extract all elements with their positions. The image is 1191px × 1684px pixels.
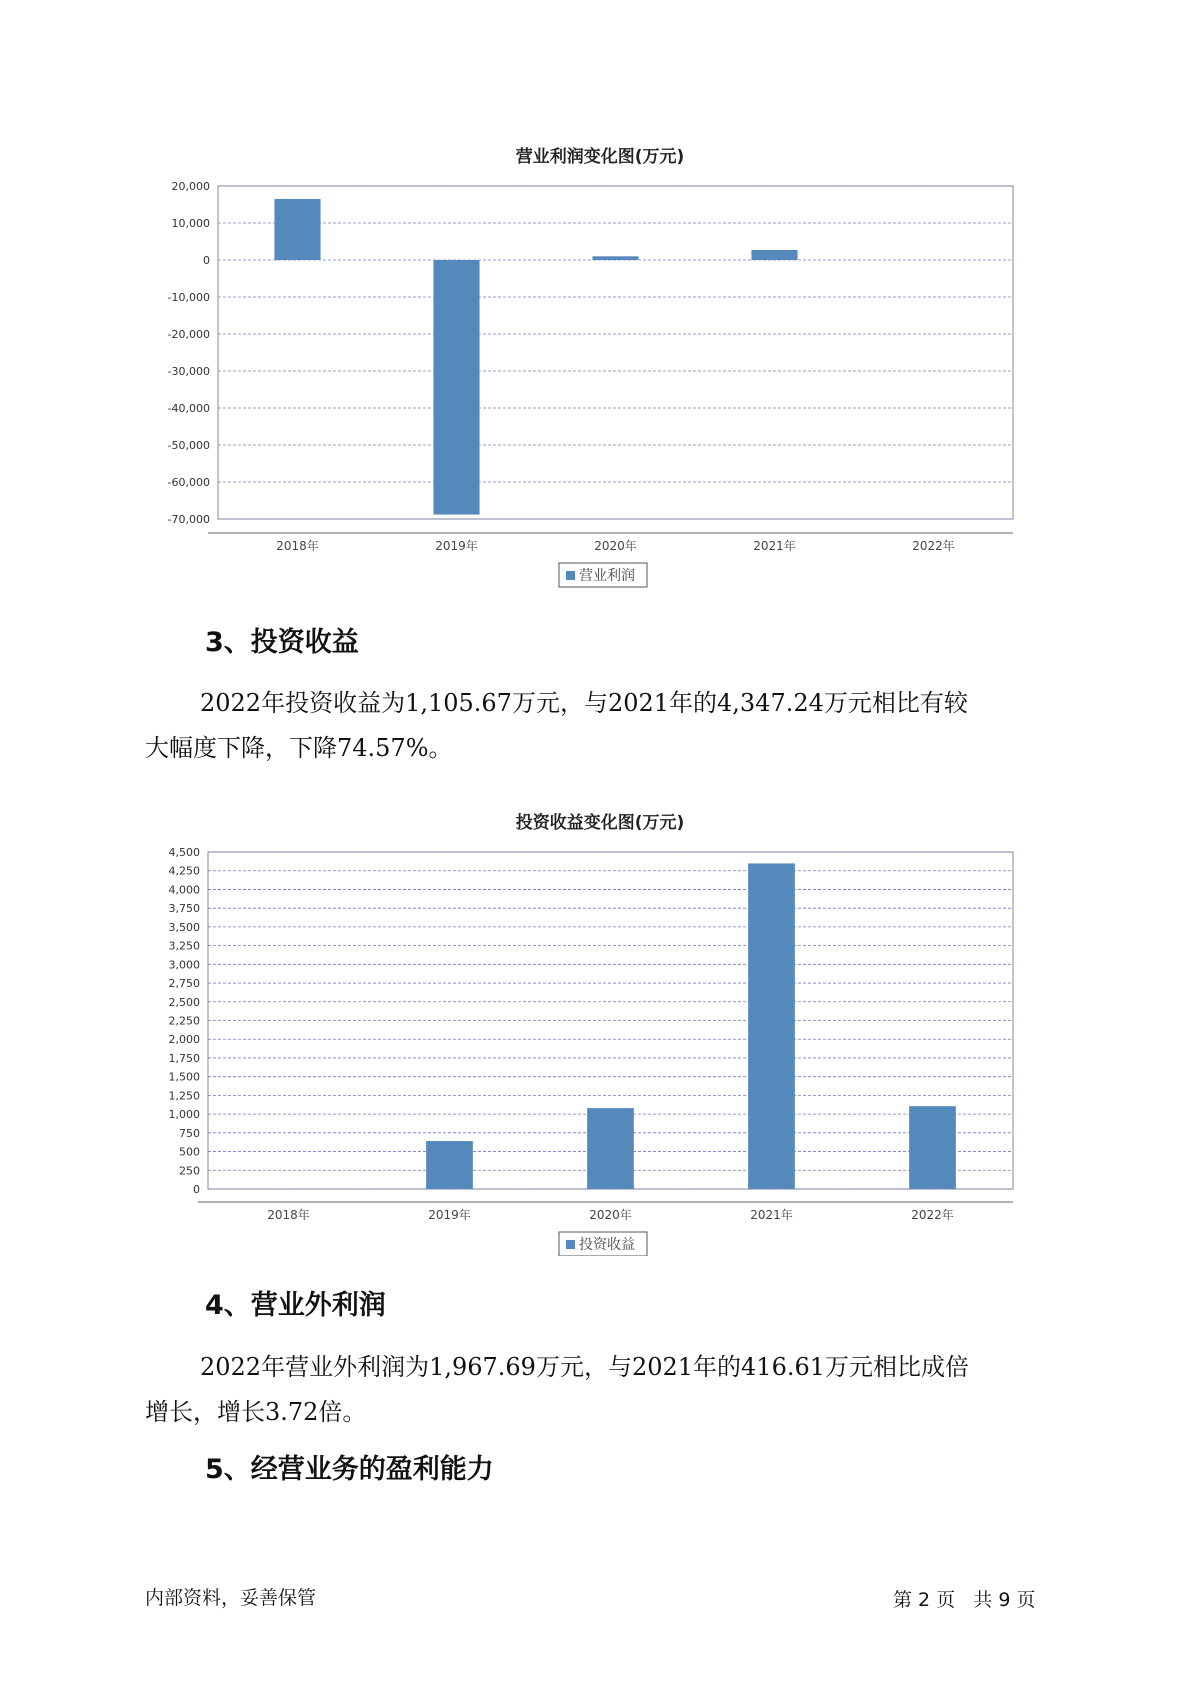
y-tick-label: 1,750 [168, 1051, 200, 1065]
y-tick-label: 500 [179, 1145, 200, 1159]
x-tick-label: 2020年 [589, 1208, 632, 1222]
non-operating-line-1: 2022年营业外利润为1,967.69万元，与2021年的416.61万元相比成倍 [200, 1353, 970, 1381]
investment-income-chart-title: 投资收益变化图(万元) [515, 813, 685, 833]
legend-label: 营业利润 [579, 568, 635, 584]
operating-profit-chart [150, 170, 1030, 590]
y-tick-label: -30,000 [167, 365, 210, 378]
footer-confidential-note: 内部资料，妥善保管 [145, 1587, 317, 1609]
section-heading-non-operating: 4、营业外利润 [205, 1290, 386, 1321]
investment-line-1: 2022年投资收益为1,105.67万元，与2021年的4,347.24万元相比有较 [200, 689, 968, 717]
bar [274, 199, 320, 260]
y-tick-label: 3,750 [168, 902, 200, 916]
investment-paragraph [145, 681, 1065, 771]
bar [433, 260, 479, 515]
y-tick-label: 4,500 [168, 846, 200, 859]
x-tick-label: 2018年 [276, 539, 319, 553]
y-tick-label: -60,000 [167, 476, 210, 489]
y-tick-label: -70,000 [167, 513, 210, 526]
bar [748, 863, 795, 1189]
x-tick-label: 2021年 [750, 1208, 793, 1222]
y-tick-label: 750 [179, 1126, 200, 1140]
legend-label: 投资收益 [579, 1237, 635, 1253]
y-tick-label: 4,000 [168, 883, 200, 897]
y-tick-label: -20,000 [167, 328, 210, 341]
section-heading-business: 5、经营业务的盈利能力 [205, 1454, 494, 1485]
x-tick-label: 2018年 [267, 1208, 310, 1222]
y-tick-label: 1,250 [168, 1089, 200, 1103]
y-tick-label: 2,250 [168, 1014, 200, 1028]
y-tick-label: 250 [179, 1164, 200, 1178]
y-tick-label: -40,000 [167, 402, 210, 415]
y-tick-label: 10,000 [171, 217, 210, 230]
footer-page-number: 第 2 页 共 9 页 [893, 1589, 1036, 1611]
y-tick-label: 1,500 [168, 1070, 200, 1084]
plot-area [218, 186, 1013, 519]
y-tick-label: 1,000 [168, 1108, 200, 1122]
non-operating-paragraph [145, 1345, 1065, 1435]
x-tick-label: 2022年 [912, 539, 955, 553]
y-tick-label: -50,000 [167, 439, 210, 452]
y-tick-label: 3,250 [168, 939, 200, 953]
legend-swatch [566, 571, 575, 580]
y-tick-label: 2,750 [168, 977, 200, 991]
bar [426, 1141, 473, 1189]
operating-profit-chart-title: 营业利润变化图(万元) [515, 147, 685, 167]
y-tick-label: 4,250 [168, 864, 200, 878]
y-tick-label: -10,000 [167, 291, 210, 304]
x-tick-label: 2021年 [753, 539, 796, 553]
x-tick-label: 2020年 [594, 539, 637, 553]
y-tick-label: 0 [203, 254, 210, 267]
y-tick-label: 2,500 [168, 995, 200, 1009]
section-heading-investment: 3、投资收益 [205, 627, 359, 658]
y-tick-label: 3,000 [168, 958, 200, 972]
y-tick-label: 2,000 [168, 1033, 200, 1047]
investment-income-chart [150, 836, 1030, 1256]
x-tick-label: 2019年 [428, 1208, 471, 1222]
y-tick-label: 0 [193, 1183, 200, 1196]
investment-line-2: 大幅度下降，下降74.57%。 [145, 734, 453, 762]
bar [592, 256, 638, 260]
bar [587, 1108, 634, 1189]
non-operating-line-2: 增长，增长3.72倍。 [145, 1398, 367, 1426]
bar [909, 1106, 956, 1189]
bar [751, 250, 797, 260]
x-tick-label: 2019年 [435, 539, 478, 553]
y-tick-label: 20,000 [171, 180, 210, 193]
x-tick-label: 2022年 [911, 1208, 954, 1222]
legend-swatch [566, 1240, 575, 1249]
y-tick-label: 3,500 [168, 920, 200, 934]
